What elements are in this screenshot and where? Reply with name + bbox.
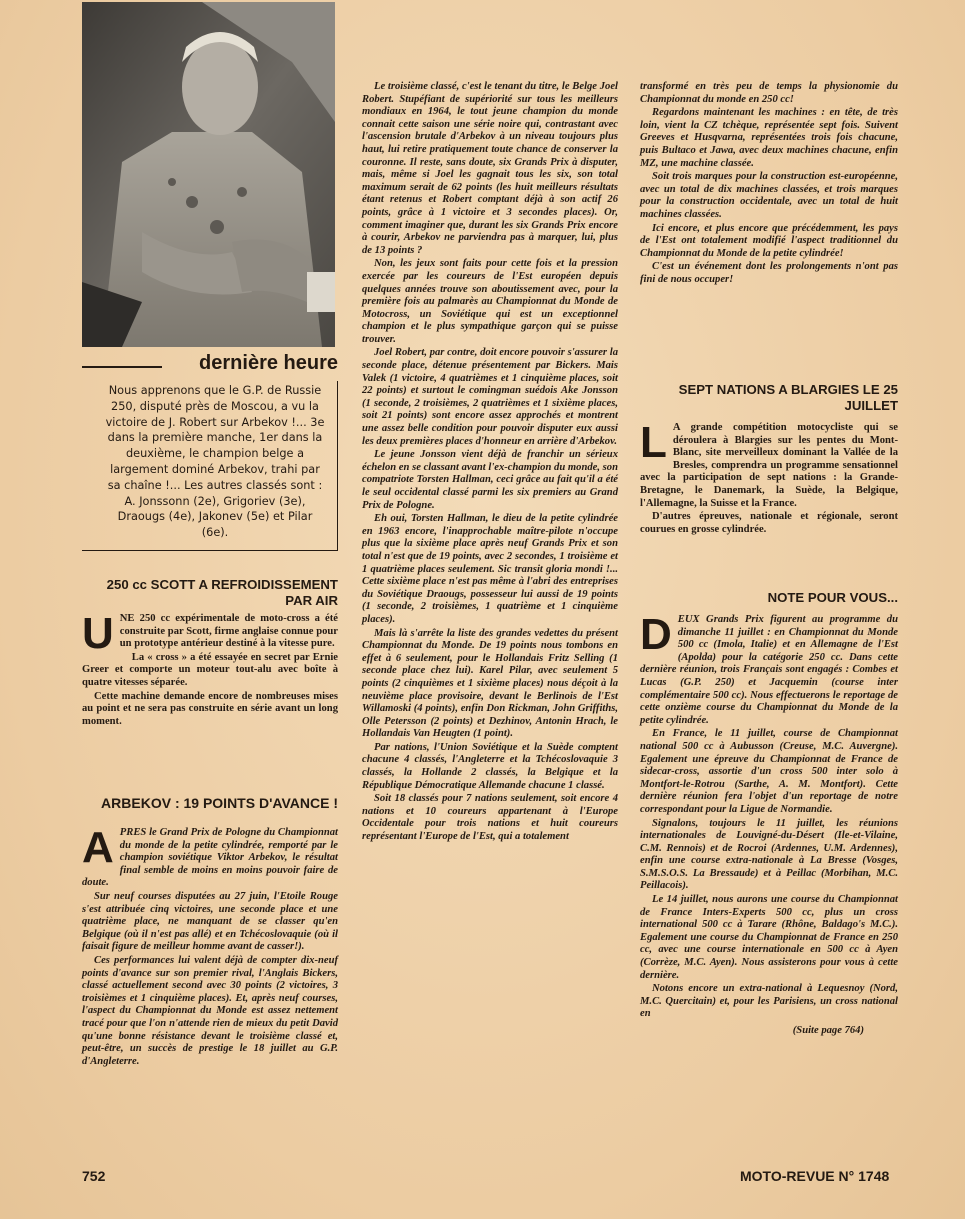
note-headline: NOTE POUR VOUS...	[767, 590, 898, 605]
article-paragraph: Soit 18 classés pour 7 nations seulement, soit encore 4 nations et 10 coureurs appartenant à l'Europe Occidentale pour trois nations et huit coureurs représentant l'Europe de l'Est, qui a totalement	[362, 793, 618, 843]
article-paragraph: Non, les jeux sont faits pour cette fois et la pression exercée par les coureurs de l'Est européen depuis quelques années trouve son aboutissement avec, pour la première fois au palmarès au Championnat du Monde de Motocross, un Soviétique qui est un exceptionnel champion et le plus sympathique garçon qui se puisse trouver.	[362, 258, 618, 345]
header-rule	[82, 366, 162, 368]
article-paragraph: Par nations, l'Union Soviétique et la Suède comptent chacune 4 classés, l'Angleterre et la Tchécoslovaquie 3 classés, la Hollande 2 classés, la Belgique et la République Démocratique Allemande chacune 1 classé.	[362, 741, 618, 791]
scott-headline: 250 cc SCOTT A REFROIDISSEMENT PAR AIR	[106, 577, 338, 608]
arbekov-paragraph: Sur neuf courses disputées au 27 juin, l'Etoile Rouge s'est attribuée cinq victoires, une seconde place et une quatrième place, ne manquant de se classer qu'en Belgique (où il n'est pas allé) et en Tchécoslovaquie (où il faisait figure de meilleur homme avant de casser!).	[82, 890, 338, 953]
article-paragraph: transformé en très peu de temps la physionomie du Championnat du monde en 250 cc!	[640, 81, 898, 105]
article-paragraph: Ici encore, et plus encore que précédemment, les pays de l'Est ont totalement modifié l'aspect traditionnel du Championnat du Monde de la petite cylindrée!	[640, 222, 898, 259]
championship-article-continued	[640, 81, 898, 288]
note-article	[640, 610, 898, 1039]
article-paragraph: Eh oui, Torsten Hallman, le dieu de la petite cylindrée en 1963 encore, l'inapprochable maître-pilote n'occupe plus que la sixième place après neuf Grands Prix et son total n'est que de 19 points, avec 2 secondes, 1 troisième et 1 quatrième places seulement. Sic transit gloria mondi !... Cette sixième place n'est pas même à l'abri des entreprises du Soviétique Draougs, possesseur lui aussi de 19 points (1 seconde, 2 troisièmes, 1 quatrième et 1 cinquième places).	[362, 513, 618, 625]
note-paragraph: Signalons, toujours le 11 juillet, les réunions internationales de Louvigné-du-Désert (Ile-et-Vilaine, C.M. Rennois) et de Rocroi (Ardennes, U.M. Ardennes), enfin une course extra-nationale à La Bresse (Vosges, S.M.S.O.S. La Bressaude) et à Peillac (Morbihan, M.C. Peillacois).	[640, 817, 898, 892]
magazine-name: MOTO-REVUE	[740, 1168, 835, 1184]
blargies-article	[640, 418, 898, 537]
arbekov-headline: ARBEKOV : 19 POINTS D'AVANCE !	[101, 795, 338, 811]
article-paragraph: C'est un événement dont les prolongements n'ont pas fini de nous occuper!	[640, 261, 898, 285]
blargies-paragraph: A grande compétition motocycliste qui se déroulera à Blargies sur les pentes du Mont-Blanc, site merveilleux dominant la Vallée de la Bresles, comprendra un programme sensationnel avec la participation de sept nations : la Grande-Bretagne, le Danemark, la Suède, la Belgique, l'Allemagne, la Suisse et la France.	[640, 422, 898, 509]
issue-number: N° 1748	[838, 1168, 890, 1184]
note-paragraph: EUX Grands Prix figurent au programme du dimanche 11 juillet : en Championnat du Monde 500 cc (Imola, Italie) et en Allemagne de l'Est (Apolda) pour la catégorie 250 cc. Dans cette dernière réunion, trois Français sont engagés : Combes et Lucas (G.P. 250) et Jacquemin (course inter complémentaire 500 cc). Nous effectuerons le reportage de cette onzième course du Championnat du Monde de la petite cylindrée.	[640, 614, 898, 726]
arbekov-dropcap: A	[82, 823, 114, 872]
breaking-news-text: Nous apprenons que le G.P. de Russie 250, disputé près de Moscou, a vu la victoire de J. Robert sur Arbekov !... 3e dans la première manche, 1er dans la deuxième, le champion belge a largement dominé Arbekov, trahi par sa chaîne !... Les autres classés sont : A. Jonssonn (2e), Grigoriev (3e), Draougs (4e), Jakonev (5e) et Pilar (6e).	[105, 384, 325, 540]
note-dropcap: D	[640, 610, 672, 659]
arbekov-article	[82, 823, 338, 1069]
magazine-footer	[740, 1168, 889, 1184]
scott-article	[82, 609, 338, 729]
article-paragraph: Regardons maintenant les machines : en tête, de très loin, vient la CZ tchèque, représentée sept fois. Suivent Greeves et Husqvarna, représentées trois fois chacune, puis Bultaco et Jawa, avec deux machines chacune, enfin MZ, une machine classée.	[640, 107, 898, 169]
page-number: 752	[82, 1168, 106, 1184]
note-paragraph: Notons encore un extra-national à Lequesnoy (Nord, M.C. Quercitain) et, pour les Parisiens, un cross national en	[640, 983, 898, 1020]
scott-dropcap: U	[82, 609, 114, 658]
arbekov-paragraph: PRES le Grand Prix de Pologne du Championnat du monde de la petite cylindrée, remporté par le champion soviétique Viktor Arbekov, le résultat final semble de moins en moins pouvoir faire de doute.	[82, 827, 338, 889]
continued-reference: (Suite page 764)	[792, 1025, 864, 1036]
scott-paragraph: La « cross » a été essayée en secret par Ernie Greer et comporte un moteur tout-alu avec boîte à quatre vitesses séparée.	[82, 651, 338, 688]
article-paragraph: Le jeune Jonsson vient déjà de franchir un sérieux échelon en se classant avant l'ex-champion du monde, son compatriote Torsten Hallman, ceci grâce au fait qu'il a été le seul occidental classé parmi les six premiers au Grand Prix de Pologne.	[362, 449, 618, 511]
article-paragraph: Joel Robert, par contre, doit encore pouvoir s'assurer la seconde place, détenue présentement par Bickers. Mais Valek (1 victoire, 4 quatrièmes et 1 cinquième places, soit 22 points) et surtout le comingman suédois Ake Jonsson (1 seconde, 2 troisièmes, 2 quatrièmes et 1 sixième places, soit 21 points) sont encore assez approchés et montrent une assez belle condition pour pouvoir disputer eux aussi les deux premières places d'honneur en arrière d'Arbekov.	[362, 347, 618, 447]
rider-photo	[82, 2, 335, 347]
article-paragraph: Mais là s'arrête la liste des grandes vedettes du présent Championnat du Monde. De 19 points nous tombons en effet à 6 seulement, pour le Hollandais Fritz Selling (1 seconde place chez lui). Karel Pilar, avec seulement 5 points (2 cinquièmes et 1 sixième places) nous déçoit à la neuvième place provisoire, devant le Berlinois de l'Est Willamoski (4 points), enfin Don Rickman, John Griffiths, Olle Petersson (2 points) et Dezhinov, Antonin Hrach, le Hollandais Van Heugten (1 point).	[362, 627, 618, 740]
scott-paragraph: Cette machine demande encore de nombreuses mises au point et ne sera pas construite en série avant un long moment.	[82, 690, 338, 727]
note-paragraph: En France, le 11 juillet, course de Championnat national 500 cc à Aubusson (Creuse, M.C. Auvergne). Egalement une épreuve du Championnat de France de sidecar-cross, assortie d'un cross 500 inter solo à Montfort-le-Rotrou (Sarthe, A. M. Montfort). Cette dernière réunion fera l'objet d'un reportage de notre correspondant pour la Ligue de Normandie.	[640, 728, 898, 815]
article-paragraph: Soit trois marques pour la construction est-européenne, avec un total de dix machines classées, et trois marques pour la construction occidentale, avec un total de huit machines classées.	[640, 171, 898, 220]
blargies-dropcap: L	[640, 418, 667, 467]
article-paragraph: Le troisième classé, c'est le tenant du titre, le Belge Joel Robert. Stupéfiant de supériorité sur tous les meilleurs mondiaux en 1964, le tout jeune champion du monde connait cette saison une série noire qui, contrastant avec l'ascension brutale d'Arbekov à un niveau toujours plus haut, lui retire pratiquement toute chance de conserver la couronne. Il reste, sans doute, six Grands Prix à disputer, mais, même si Joel les gagnait tous les six, son total maximum serait de 62 points (les huit meilleurs résultats étant retenus et Robert comptant déjà à son actif 26 points, grâce à 1 victoire et 3 secondes places). Or, comment imaginer que, durant les six Grands Prix encore à courir, Arbekov ne parviendra pas à marquer, lui, plus de 13 points ?	[362, 81, 618, 256]
scott-paragraph: NE 250 cc expérimentale de moto-cross a été construite par Scott, firme anglaise connue pour un prototype antérieur destiné à la vitesse pure.	[119, 613, 338, 650]
breaking-news-header	[82, 352, 338, 380]
breaking-news-box	[82, 381, 338, 551]
championship-article	[362, 81, 618, 845]
note-paragraph: Le 14 juillet, nous aurons une course du Championnat de France Inters-Experts 500 cc, plus un cross international 500 cc à Tarare (Rhône, Baldago's M.C.). Egalement une course du Championnat de France en 250 cc, avec une course internationale en 500 cc à Ayen (Corrèze, M.C. Ayen). Nous assisterons pour vous à cette dernière.	[640, 894, 898, 981]
breaking-news-title: dernière heure	[199, 352, 338, 374]
blargies-headline: SEPT NATIONS A BLARGIES LE 25 JUILLET	[678, 382, 898, 413]
arbekov-paragraph: Ces performances lui valent déjà de compter dix-neuf points d'avance sur son premier rival, l'Anglais Bickers, classé actuellement second avec 30 points (2 victoires, 3 troisièmes et 1 cinquième places). Et, après neuf courses, l'aspect du Championnat du Monde est assez nettement tracé pour que l'on n'attende rien de mieux du petit David qu'une bonne résistance devant le troisième classé et, peut-être, un succès de prestige le 18 juillet au G.P. d'Angleterre.	[82, 954, 338, 1067]
blargies-paragraph: D'autres épreuves, nationale et régionale, seront courues en grosse cylindrée.	[640, 511, 898, 535]
